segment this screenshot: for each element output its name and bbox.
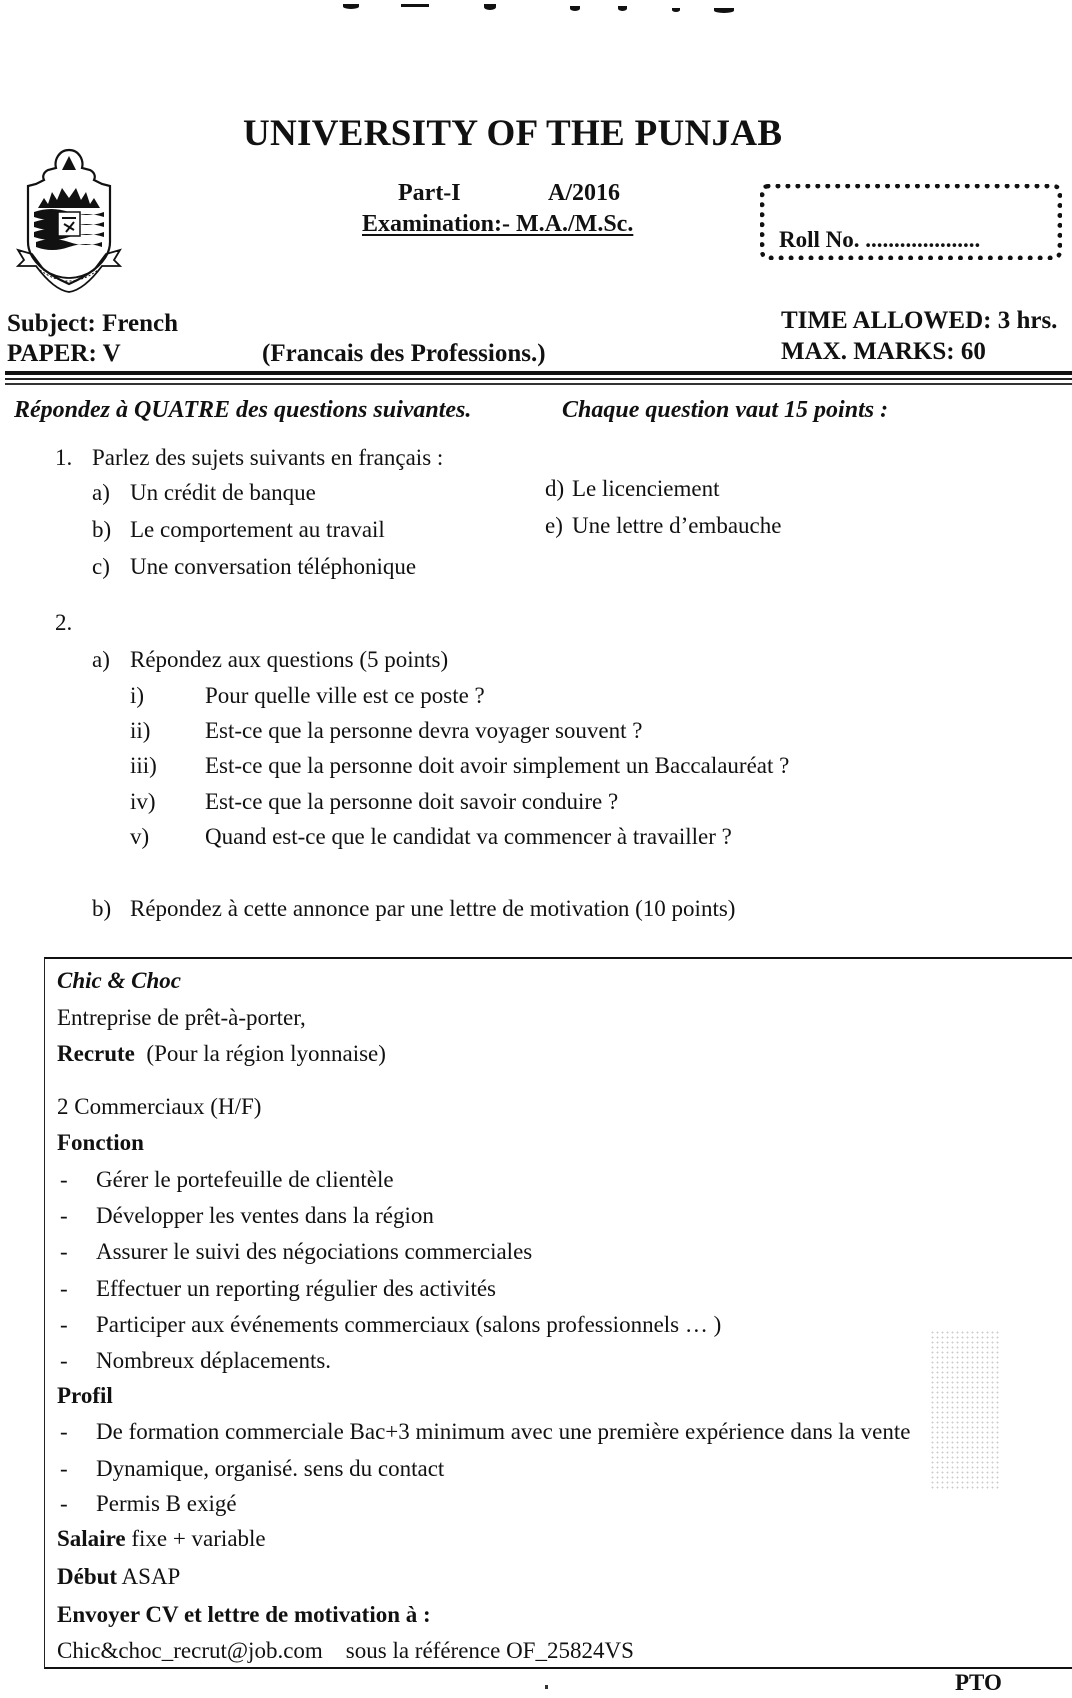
profile-item: Dynamique, organisé. sens du contact bbox=[96, 1456, 445, 1481]
item-label: e) bbox=[545, 513, 563, 538]
function-item: Gérer le portefeuille de clientèle bbox=[96, 1167, 394, 1192]
subitem-label: v) bbox=[130, 824, 150, 849]
subitem-text: Est-ce que la personne doit savoir conduire ? bbox=[205, 789, 619, 814]
function-item: Assurer le suivi des négociations commerciales bbox=[96, 1239, 533, 1264]
item-label: b) bbox=[92, 517, 112, 542]
instruction-left: Répondez à QUATRE des questions suivantes. bbox=[14, 397, 472, 423]
university-crest-icon bbox=[14, 146, 124, 296]
part-label: b) bbox=[92, 896, 112, 921]
part-text: Répondez aux questions (5 points) bbox=[130, 647, 449, 672]
bullet-dash: - bbox=[60, 1348, 68, 1373]
bullet-dash: - bbox=[60, 1312, 68, 1337]
function-heading: Fonction bbox=[57, 1130, 144, 1155]
scan-mark bbox=[618, 6, 627, 11]
subitem-text: Est-ce que la personne devra voyager souvent ? bbox=[205, 718, 643, 743]
question-number: 1. bbox=[55, 445, 73, 470]
university-title: UNIVERSITY OF THE PUNJAB bbox=[243, 113, 783, 154]
company-name: Chic & Choc bbox=[57, 968, 181, 993]
bullet-dash: - bbox=[60, 1276, 68, 1301]
max-marks: MAX. MARKS: 60 bbox=[781, 338, 986, 365]
item-label: a) bbox=[92, 480, 110, 505]
contact-line bbox=[57, 1638, 634, 1664]
subject-label: Subject: French bbox=[7, 310, 179, 337]
salary-label: Salaire bbox=[57, 1526, 126, 1551]
time-allowed: TIME ALLOWED: 3 hrs. bbox=[781, 307, 1058, 334]
roll-number-box[interactable] bbox=[760, 184, 1062, 260]
header-rule bbox=[5, 378, 1072, 380]
part-label: a) bbox=[92, 647, 110, 672]
question-number: 2. bbox=[55, 610, 73, 635]
question-prompt: Parlez des sujets suivants en français : bbox=[92, 445, 444, 470]
item-label: c) bbox=[92, 554, 110, 579]
item-text: Une lettre d’embauche bbox=[572, 513, 782, 538]
scan-noise bbox=[930, 1330, 1000, 1490]
reference-number: sous la référence OF_25824VS bbox=[345, 1638, 634, 1663]
recruits-label: Recrute bbox=[57, 1041, 135, 1066]
subitem-label: ii) bbox=[130, 718, 151, 743]
positions: 2 Commerciaux (H/F) bbox=[57, 1094, 262, 1119]
scan-mark bbox=[714, 8, 734, 13]
exam-session: A/2016 bbox=[548, 180, 620, 206]
item-text: Une conversation téléphonique bbox=[130, 554, 417, 579]
subitem-label: i) bbox=[130, 683, 145, 708]
send-instruction: Envoyer CV et lettre de motivation à : bbox=[57, 1602, 431, 1627]
subitem-text: Quand est-ce que le candidat va commencer à travailler ? bbox=[205, 824, 732, 849]
bullet-dash: - bbox=[60, 1491, 68, 1516]
paper-title: (Francais des Professions.) bbox=[262, 340, 546, 367]
part-text: Répondez à cette annonce par une lettre de motivation (10 points) bbox=[130, 896, 736, 921]
instruction-right: Chaque question vaut 15 points : bbox=[562, 397, 889, 423]
salary-text: fixe + variable bbox=[131, 1526, 266, 1551]
recruits-line bbox=[57, 1041, 386, 1067]
bullet-dash: - bbox=[60, 1203, 68, 1228]
bullet-dash: - bbox=[60, 1419, 68, 1444]
subitem-text: Pour quelle ville est ce poste ? bbox=[205, 683, 485, 708]
exam-part: Part-I bbox=[398, 180, 461, 206]
function-item: Nombreux déplacements. bbox=[96, 1348, 332, 1373]
function-item: Développer les ventes dans la région bbox=[96, 1203, 434, 1228]
scan-mark bbox=[570, 6, 580, 11]
scan-mark bbox=[672, 8, 680, 12]
scan-mark bbox=[343, 4, 359, 9]
contact-email[interactable]: Chic&choc_recrut@job.com bbox=[57, 1638, 323, 1663]
subitem-label: iii) bbox=[130, 753, 157, 778]
subitem-text: Est-ce que la personne doit avoir simplement un Baccalauréat ? bbox=[205, 753, 790, 778]
item-label: d) bbox=[545, 476, 565, 501]
function-item: Participer aux événements commerciaux (salons professionnels … ) bbox=[96, 1312, 722, 1337]
item-text: Le comportement au travail bbox=[130, 517, 385, 542]
paper-label: PAPER: V bbox=[7, 340, 121, 367]
bullet-dash: - bbox=[60, 1456, 68, 1481]
recruits-text: (Pour la région lyonnaise) bbox=[146, 1041, 386, 1066]
scan-speck bbox=[545, 1685, 548, 1689]
start-label: Début bbox=[57, 1564, 118, 1589]
subitem-label: iv) bbox=[130, 789, 156, 814]
profile-item: De formation commerciale Bac+3 minimum avec une première expérience dans la vente bbox=[96, 1419, 911, 1444]
start-text: ASAP bbox=[121, 1564, 181, 1589]
header-rule bbox=[5, 383, 1072, 385]
roll-number-label: Roll No. .................... bbox=[779, 227, 981, 252]
scan-mark bbox=[401, 4, 429, 7]
bullet-dash: - bbox=[60, 1167, 68, 1192]
salary-line bbox=[57, 1526, 266, 1552]
profile-item: Permis B exigé bbox=[96, 1491, 237, 1516]
item-text: Un crédit de banque bbox=[130, 480, 316, 505]
page-turn-over: PTO bbox=[955, 1670, 1002, 1695]
header-rule bbox=[5, 371, 1072, 375]
start-line bbox=[57, 1564, 180, 1590]
company-description: Entreprise de prêt-à-porter, bbox=[57, 1005, 306, 1030]
function-item: Effectuer un reporting régulier des activités bbox=[96, 1276, 496, 1301]
item-text: Le licenciement bbox=[572, 476, 720, 501]
profile-heading: Profil bbox=[57, 1383, 113, 1408]
exam-name: Examination:- M.A./M.Sc. bbox=[362, 211, 634, 237]
bullet-dash: - bbox=[60, 1239, 68, 1264]
scan-mark bbox=[484, 4, 496, 10]
